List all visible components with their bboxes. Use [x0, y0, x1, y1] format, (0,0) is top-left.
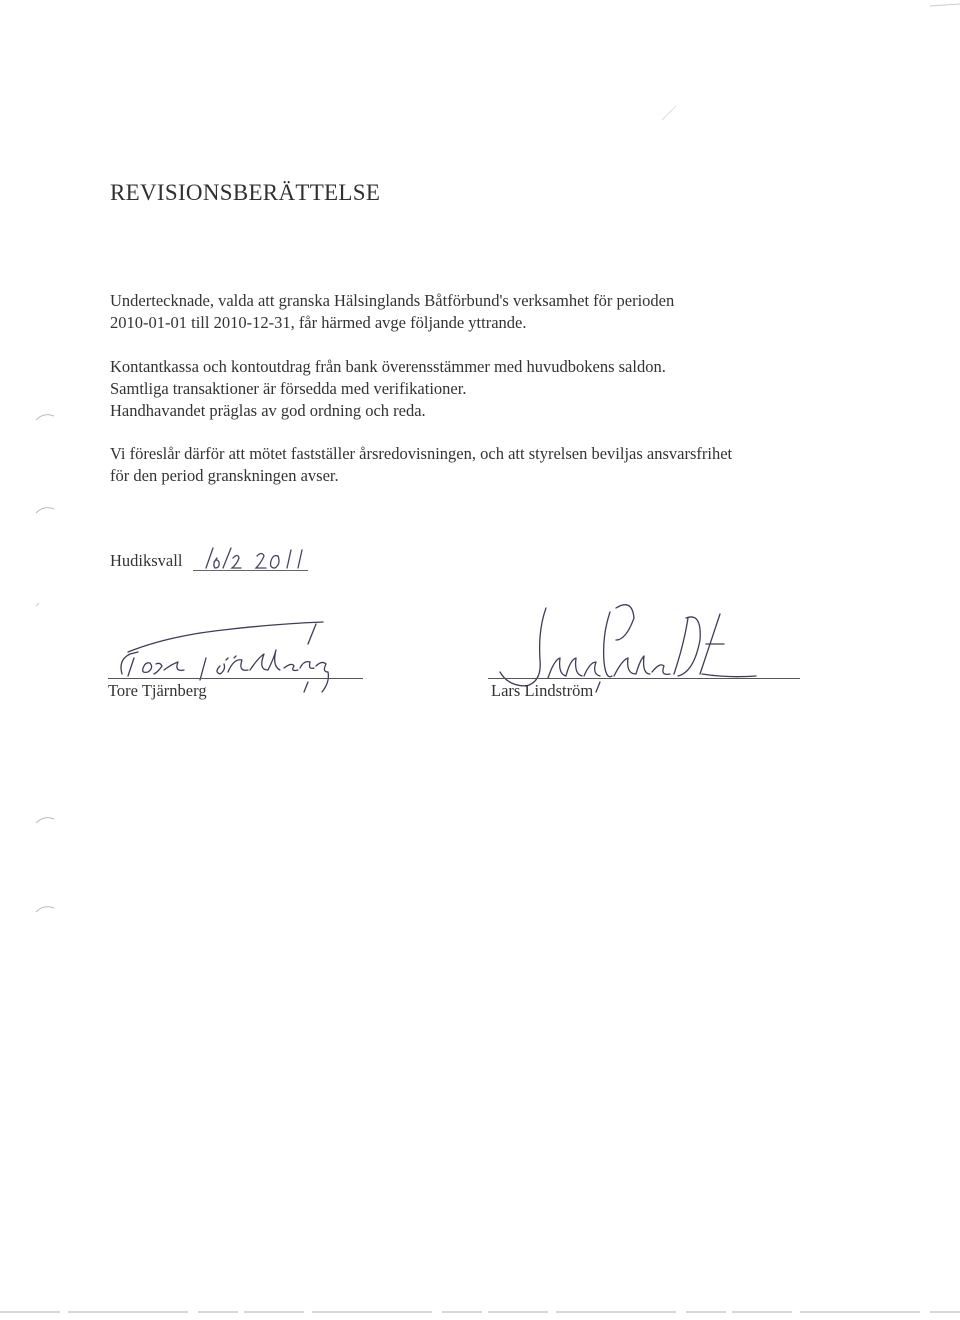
intro-paragraph — [110, 290, 674, 334]
handwritten-date-ink — [201, 544, 311, 574]
paragraph-line: för den period granskningen avser. — [110, 466, 339, 485]
scan-bottom-edge — [0, 1308, 960, 1320]
signer-name: Tore Tjärnberg — [108, 681, 207, 700]
place-label: Hudiksvall — [110, 551, 183, 570]
paragraph-line: Samtliga transaktioner är försedda med verifikationer. — [110, 379, 467, 398]
document-title: REVISIONSBERÄTTELSE — [110, 180, 381, 205]
findings-paragraph — [110, 356, 666, 422]
paragraph-line: Vi föreslår därför att mötet fastställer årsredovisningen, och att styrelsen beviljas ansvarsfrihet — [110, 444, 733, 463]
signer-name: Lars Lindström — [491, 681, 594, 700]
handwritten-date — [193, 552, 308, 571]
place-and-date — [110, 551, 308, 571]
recommendation-paragraph — [110, 443, 732, 487]
signature-line — [108, 678, 363, 679]
paragraph-line: Undertecknade, valda att granska Hälsinglands Båtförbund's verksamhet för perioden — [110, 291, 675, 310]
paragraph-line: Handhavandet präglas av god ordning och reda. — [110, 401, 426, 420]
paragraph-line: Kontantkassa och kontoutdrag från bank överensstämmer med huvudbokens saldon. — [110, 357, 666, 376]
signature-line — [488, 678, 800, 679]
paragraph-line: 2010-01-01 till 2010-12-31, får härmed avge följande yttrande. — [110, 313, 527, 332]
